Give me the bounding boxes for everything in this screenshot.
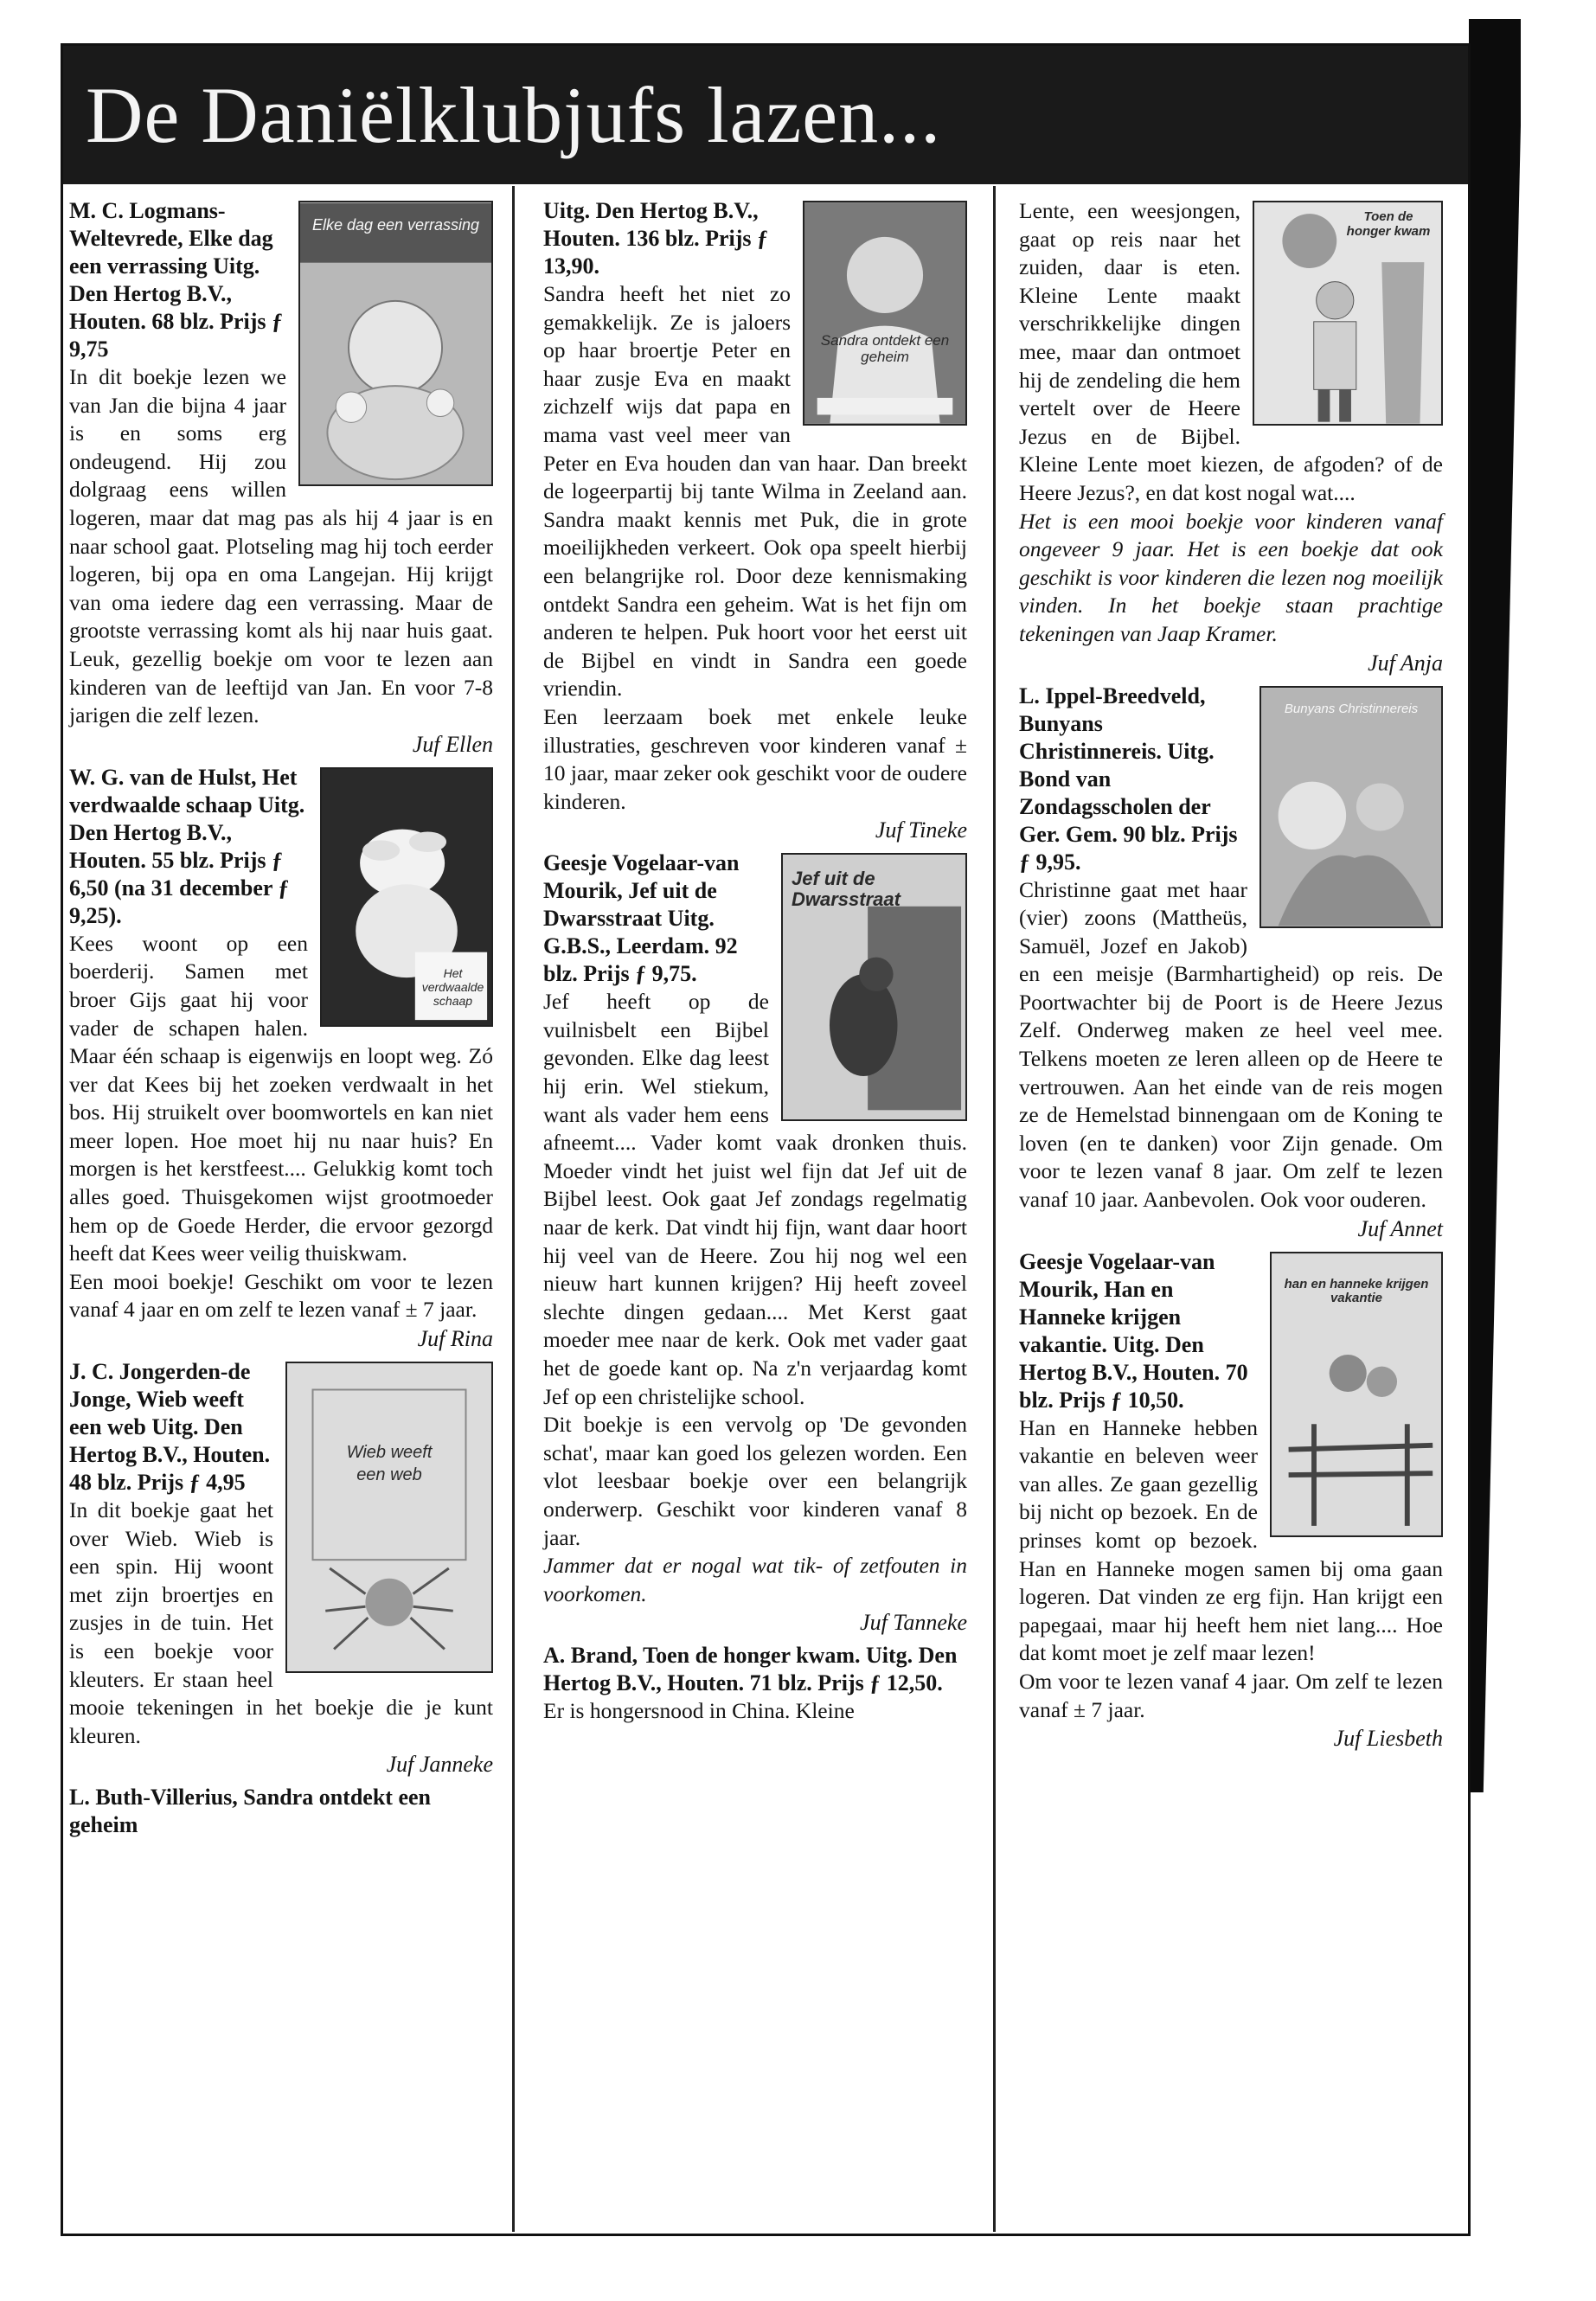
book-cover-han-en-hanneke bbox=[1270, 1252, 1443, 1537]
reviewer-signature: Juf Tanneke bbox=[860, 1610, 967, 1636]
review-bunyans bbox=[1019, 683, 1443, 1243]
book-heading: W. G. van de Hulst, Het verdwaalde schaap Uitg. Den Hertog B.V., Houten. 55 blz. Prijs ƒ 6,50 (na 31 december ƒ 9,25). bbox=[69, 764, 305, 928]
review-verdwaalde-schaap bbox=[69, 764, 493, 1353]
reviewer-signature: Juf Rina bbox=[417, 1326, 493, 1352]
review-text: In dit boekje gaat het over Wieb. Wieb is een spin. Hij woont met zijn broertjes en zusjes in de tuin. Het is een boekje voor kleuters. Er staan heel mooie tekeningen in het boekje die je kunt kleuren. bbox=[69, 1497, 493, 1748]
cover-title: Bunyans Christinnereis bbox=[1284, 701, 1419, 716]
column-3 bbox=[1019, 197, 1443, 1758]
review-text: Lente, een weesjongen, gaat op reis naar het zuiden, daar is eten. Kleine Lente maakt verschrikkelijke dingen mee, maar dan ontmoet hij de zendeling die hem vertelt over de Heere Jezus en de Bijbel. Kleine Lente moet kiezen, de afgoden? of de Heere Jezus?, en dat kost nogal wat.... bbox=[1019, 198, 1443, 505]
book-heading-continued: L. Buth-Villerius, Sandra ontdekt een geheim bbox=[69, 1785, 431, 1838]
book-cover-toen-de-honger bbox=[1253, 201, 1443, 426]
review-wieb bbox=[69, 1358, 493, 1779]
review-text: Christinne gaat met haar (vier) zoons (Mattheüs, Samuël, Jozef en Jakob) en een meisje (Barmhartigheid) op reis. De Poortwachter bij de Poort is de Heere Jezus Zelf. Onderweg maken ze heel veel mee. Telkens moeten ze leren alleen op de Heere te vertrouwen. Aan het einde van de reis mogen ze de Hemelstad binnengaan om de Koning te loven (en te danken) voor Zijn genade. Om voor te lezen vanaf 8 jaar. Om zelf te lezen vanaf 10 jaar. Aanbevolen. Ook voor ouderen. bbox=[1019, 876, 1443, 1213]
book-cover-elke-dag bbox=[298, 201, 493, 486]
reviewer-signature: Juf Annet bbox=[1357, 1215, 1443, 1241]
book-cover-verdwaalde-schaap bbox=[320, 767, 493, 1027]
reviewer-signature: Juf Ellen bbox=[412, 731, 493, 757]
review-text: Han en Hanneke hebben vakantie en beleven weer van alles. Ze gaan gezellig bij nicht op bezoek. En de prinses komt op bezoek. Han en Hanneke mogen samen bij oma gaan logeren. Dat vinden ze erg fijn. Han krijgt een papegaai, maar hij heeft hem niet lang.... Hoe dat komt moet je zelf maar lezen! bbox=[1019, 1414, 1443, 1666]
book-heading: M. C. Logmans-Weltevrede, Elke dag een verrassing Uitg. Den Hertog B.V., Houten. 68 blz. Prijs ƒ 9,75 bbox=[69, 198, 283, 362]
cover-title: Sandra ontdekt een geheim bbox=[820, 332, 950, 365]
reviewer-signature: Juf Anja bbox=[1368, 650, 1443, 676]
review-jef bbox=[543, 849, 967, 1637]
cover-illustration bbox=[804, 202, 965, 424]
cover-illustration bbox=[287, 1363, 491, 1671]
book-heading: Geesje Vogelaar-van Mourik, Han en Hanneke krijgen vakantie. Uitg. Den Hertog B.V., Houten. 70 blz. Prijs ƒ 10,50. bbox=[1019, 1248, 1248, 1413]
review-sandra bbox=[543, 197, 967, 844]
cover-title: Toen de honger kwam bbox=[1346, 209, 1431, 239]
page-title: De Daniëlklubjufs lazen... bbox=[86, 71, 942, 159]
review-text: Een leerzaam boek met enkele leuke illustraties, geschreven voor kinderen vanaf ± 10 jaar, maar zeker ook geschikt voor de oudere kinderen. bbox=[543, 703, 967, 814]
column-2 bbox=[543, 197, 967, 1726]
book-heading: Uitg. Den Hertog B.V., Houten. 136 blz. Prijs ƒ 13,90. bbox=[543, 198, 768, 279]
book-cover-jef bbox=[781, 853, 967, 1121]
review-text: Jef heeft op de vuilnisbelt een Bijbel gevonden. Elke dag leest hij erin. Wel stiekum, want als vader hem eens afneemt.... Vader komt vaak dronken thuis. Moeder vindt het juist wel fijn dat Jef uit de Bijbel leest. Ook gaat Jef zondags regelmatig naar de kerk. Dat vindt hij fijn, want daar hoort hij veel van de Heere. Zou hij nog wel een nieuw hart kunnen krijgen? Hij heeft zoveel slechte dingen gedaan.... Met Kerst gaat moeder mee naar de kerk. Ook met vader gaat het de goede kant op. Na z'n verjaardag komt Jef op een christelijke school. bbox=[543, 989, 967, 1409]
review-toen-de-honger bbox=[1019, 197, 1443, 677]
book-cover-bunyans bbox=[1259, 686, 1443, 928]
book-cover-sandra bbox=[803, 201, 967, 426]
review-text: In dit boekje lezen we van Jan die bijna 4 jaar is en soms erg ondeugend. Hij zou dolgraag eens willen logeren, maar dat mag pas als hij 4 jaar is en naar school gaat. Plotseling mag hij toch eerder logeren, bij opa en oma Langejan. Hij krijgt van oma iedere dag een verrassing. Maar de grootste verrassing komt als hij naar huis gaat. Leuk, gezellig boekje om voor te lezen aan kinderen van de leeftijd van Jan. En voor 7-8 jarigen die zelf lezen. bbox=[69, 364, 493, 728]
review-text: Om voor te lezen vanaf 4 jaar. Om zelf te lezen vanaf ± 7 jaar. bbox=[1019, 1668, 1443, 1722]
review-text: Kees woont op een boerderij. Samen met broer Gijs gaat hij voor vader de schapen halen. Maar één schaap is eigenwijs en loopt weg. Zó ver dat Kees bij het zoeken verdwaalt in het bos. Hij struikelt over boomwortels en kan niet meer lopen. Hoe moet hij nu naar huis? En morgen is het kerstfeest.... Gelukkig komt toch alles goed. Thuisgekomen wijst grootmoeder hem op de Goede Herder, die ervoor gezorgd heeft dat Kees weer veilig thuiskwam. bbox=[69, 930, 493, 1266]
reviewer-signature: Juf Tineke bbox=[875, 817, 967, 843]
title-banner bbox=[63, 46, 1468, 184]
book-heading: L. Ippel-Breedveld, Bunyans Christinnereis. Uitg. Bond van Zondagsscholen der Ger. Gem. 90 blz. Prijs ƒ 9,95. bbox=[1019, 683, 1238, 875]
book-cover-wieb bbox=[285, 1362, 493, 1673]
review-text: Dit boekje is een vervolg op 'De gevonden schat', maar kan goed los gelezen worden. Een vlot leesbaar boekje over een belangrijk onderwerp. Geschikt voor kinderen vanaf 8 jaar. bbox=[543, 1412, 967, 1550]
cover-title: Het verdwaalde schaap bbox=[421, 965, 484, 1008]
cover-title: Jef uit de Dwarsstraat bbox=[792, 868, 901, 911]
column-divider bbox=[993, 186, 996, 2232]
cover-illustration bbox=[300, 202, 491, 484]
book-heading: A. Brand, Toen de honger kwam. Uitg. Den Hertog B.V., Houten. 71 blz. Prijs ƒ 12,50. bbox=[543, 1643, 958, 1696]
cover-illustration bbox=[1261, 688, 1441, 926]
column-divider bbox=[512, 186, 515, 2232]
review-han-en-hanneke bbox=[1019, 1248, 1443, 1753]
review-text: Jammer dat er nogal wat tik- of zetfouten in voorkomen. bbox=[543, 1553, 967, 1606]
page-edge-shadow bbox=[1469, 19, 1521, 1792]
review-text: Er is hongersnood in China. Kleine bbox=[543, 1698, 855, 1724]
reviewer-signature: Juf Liesbeth bbox=[1333, 1726, 1443, 1752]
review-text: Een mooi boekje! Geschikt om voor te lezen vanaf 4 jaar en om zelf te lezen vanaf ± 7 jaar. bbox=[69, 1268, 493, 1323]
column-1 bbox=[69, 197, 493, 1839]
book-heading: J. C. Jongerden-de Jonge, Wieb weeft een web Uitg. Den Hertog B.V., Houten. 48 blz. Prijs ƒ 4,95 bbox=[69, 1359, 271, 1496]
cover-title: Wieb weeft een web bbox=[346, 1443, 433, 1485]
review-elke-dag bbox=[69, 197, 493, 759]
cover-title: Elke dag een verrassing bbox=[311, 216, 480, 234]
review-text: Sandra heeft het niet zo gemakkelijk. Ze is jaloers op haar broertje Peter en haar zusje Eva en maakt zichzelf wijs dat papa en mama vast veel meer van Peter en Eva houden dan van haar. Dan breekt de logeerpartij bij tante Wilma in Zeeland aan. Sandra maakt kennis met Puk, die in grote moeilijkheden verkeert. Ook opa speelt hierbij een belangrijke rol. Door deze kennismaking ontdekt Sandra een geheim. Wat is het fijn om anderen te helpen. Puk hoort voor het eerst uit de Bijbel en vindt in Sandra een goede vriendin. bbox=[543, 281, 967, 702]
book-heading: Geesje Vogelaar-van Mourik, Jef uit de Dwarsstraat Uitg. G.B.S., Leerdam. 92 blz. Prijs ƒ 9,75. bbox=[543, 850, 740, 987]
review-text: Het is een mooi boekje voor kinderen vanaf ongeveer 9 jaar. Het is een boekje dat ook geschikt is voor kinderen die lezen nog moeilijk vinden. In het boekje staan prachtige tekeningen van Jaap Kramer. bbox=[1019, 508, 1443, 646]
reviewer-signature: Juf Janneke bbox=[386, 1752, 493, 1778]
cover-title: han en hanneke krijgen vakantie bbox=[1284, 1276, 1429, 1305]
